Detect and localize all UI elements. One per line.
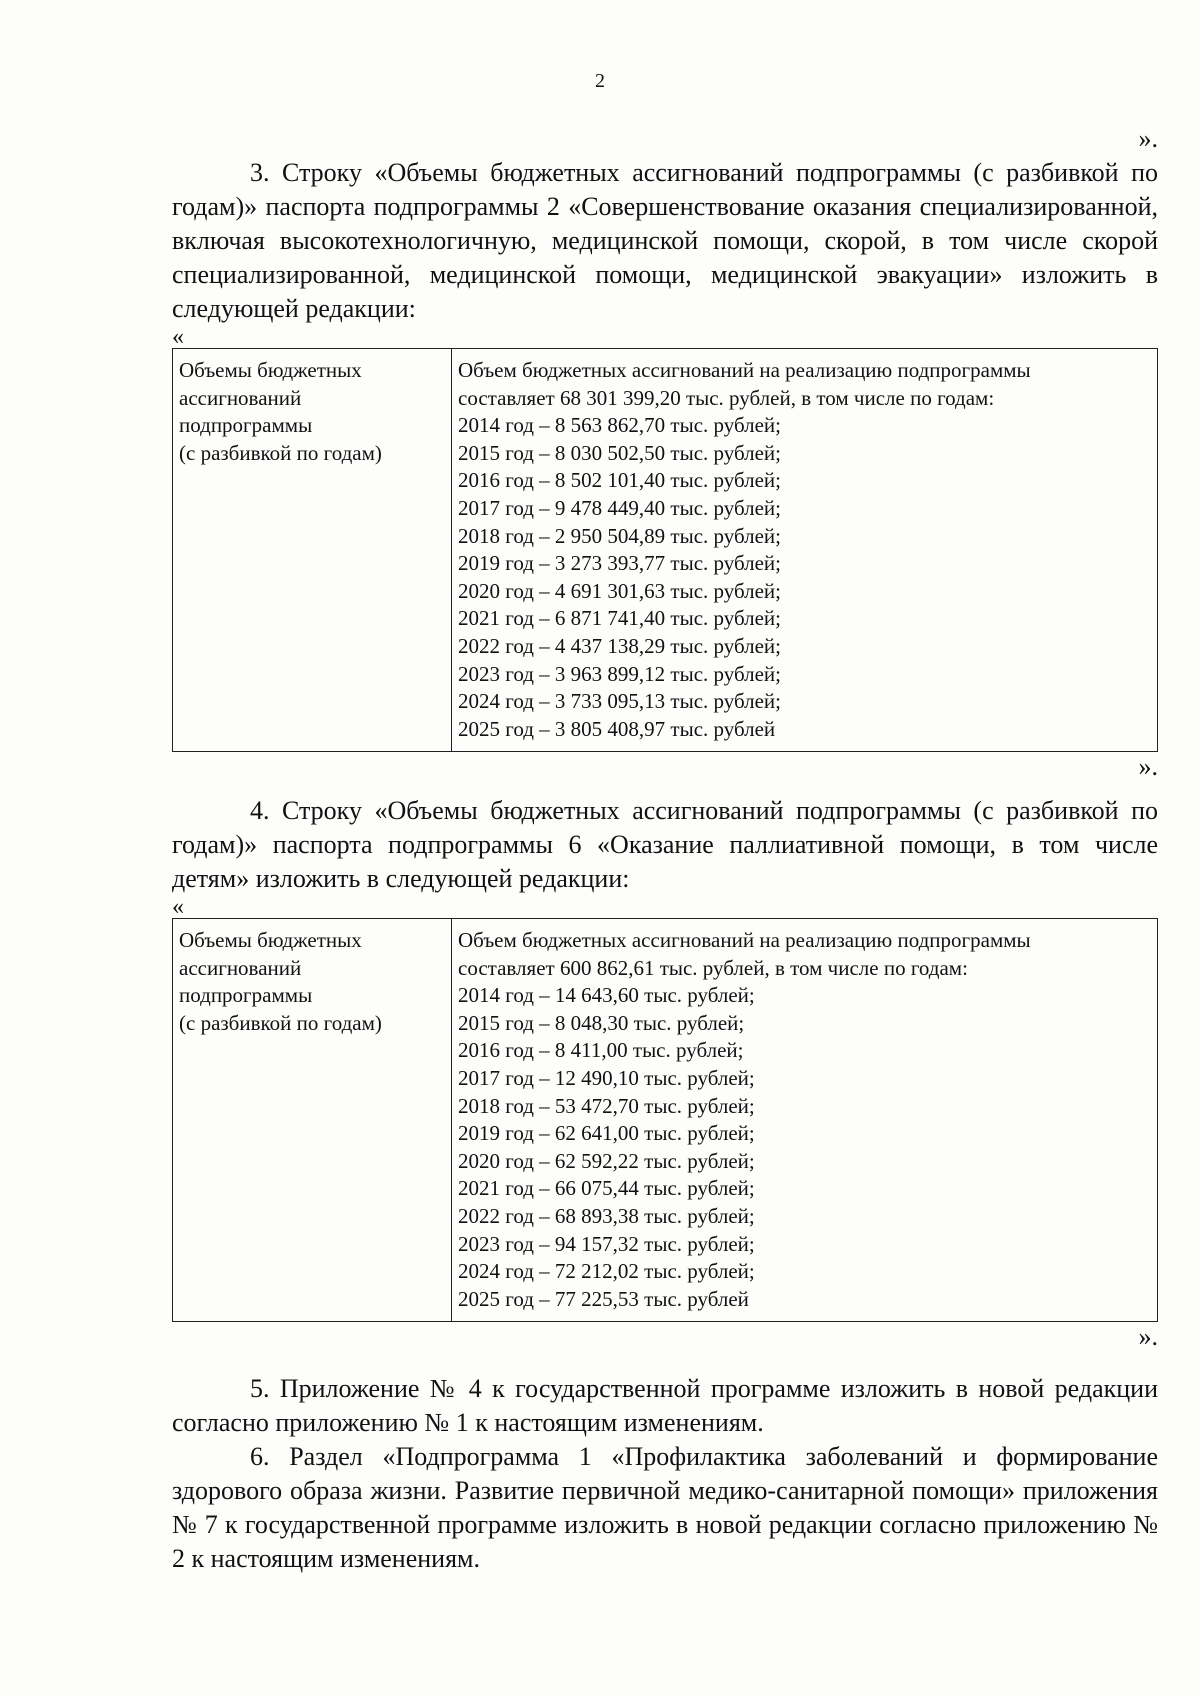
item-3-text: 3. Строку «Объемы бюджетных ассигнований подпрограммы (с разбивкой по годам)» паспорта подпрограммы 2 «Совершенствование оказания специализированной, включая высокотехнологичную, медицинской помощи, скорой, в том числе скорой специализированной, медицинской помощи, медицинской эвакуации» изложить в следующей редакции: <box>172 158 1158 323</box>
value-line: 2019 год – 62 641,00 тыс. рублей; <box>458 1121 755 1146</box>
label-line: ассигнований <box>179 955 302 980</box>
value-line: 2021 год – 66 075,44 тыс. рублей; <box>458 1176 755 1201</box>
value-line: 2014 год – 8 563 862,70 тыс. рублей; <box>458 413 782 438</box>
table-value-cell <box>452 349 1158 752</box>
value-line: 2023 год – 3 963 899,12 тыс. рублей; <box>458 661 782 686</box>
budget-table-subprogram-2 <box>172 348 1158 752</box>
closing-quote: ». <box>1138 752 1158 782</box>
item-5-text: 5. Приложение № 4 к государственной программе изложить в новой редакции согласно приложению № 1 к настоящим изменениям. <box>172 1374 1158 1437</box>
value-line: 2020 год – 62 592,22 тыс. рублей; <box>458 1148 755 1173</box>
table-label-cell <box>173 919 452 1322</box>
value-line: 2016 год – 8 502 101,40 тыс. рублей; <box>458 468 782 493</box>
value-line: 2017 год – 12 490,10 тыс. рублей; <box>458 1065 755 1090</box>
table-value-cell <box>452 919 1158 1322</box>
closing-quote: ». <box>1138 1322 1158 1352</box>
label-line: Объемы бюджетных <box>179 928 362 952</box>
prev-section-closing <box>172 124 1158 154</box>
page-number: 2 <box>595 70 605 92</box>
value-line: составляет 600 862,61 тыс. рублей, в том числе по годам: <box>458 955 968 980</box>
label-line: ассигнований <box>179 385 302 410</box>
label-line: Объемы бюджетных <box>179 358 362 382</box>
items-5-6 <box>172 1372 1158 1576</box>
table-label-cell <box>173 349 452 752</box>
value-line: составляет 68 301 399,20 тыс. рублей, в том числе по годам: <box>458 385 995 410</box>
value-line: 2022 год – 4 437 138,29 тыс. рублей; <box>458 633 782 658</box>
value-line: 2017 год – 9 478 449,40 тыс. рублей; <box>458 495 782 520</box>
value-line: 2024 год – 72 212,02 тыс. рублей; <box>458 1259 755 1284</box>
value-line: 2014 год – 14 643,60 тыс. рублей; <box>458 983 755 1008</box>
value-line: 2024 год – 3 733 095,13 тыс. рублей; <box>458 689 782 714</box>
budget-table-subprogram-6 <box>172 918 1158 1322</box>
value-line: 2016 год – 8 411,00 тыс. рублей; <box>458 1038 744 1063</box>
value-line: 2025 год – 3 805 408,97 тыс. рублей <box>458 716 776 741</box>
value-line: 2015 год – 8 048,30 тыс. рублей; <box>458 1010 745 1035</box>
label-line: подпрограммы <box>179 413 313 438</box>
value-line: 2023 год – 94 157,32 тыс. рублей; <box>458 1231 755 1256</box>
closing-quote: ». <box>1138 124 1158 153</box>
value-line: 2022 год – 68 893,38 тыс. рублей; <box>458 1203 755 1228</box>
value-line: 2021 год – 6 871 741,40 тыс. рублей; <box>458 606 782 631</box>
value-line: 2018 год – 2 950 504,89 тыс. рублей; <box>458 523 782 548</box>
open-quote: « <box>172 894 184 920</box>
value-line: 2020 год – 4 691 301,63 тыс. рублей; <box>458 578 782 603</box>
value-line: 2015 год – 8 030 502,50 тыс. рублей; <box>458 440 782 465</box>
label-line: (с разбивкой по годам) <box>179 440 382 465</box>
item-6-text: 6. Раздел «Подпрограмма 1 «Профилактика заболеваний и формирование здорового образа жизни. Развитие первичной медико-санитарной помощи» приложения № 7 к государственной программе изложить в новой редакции согласно приложению № 2 к настоящим изменениям. <box>172 1442 1158 1573</box>
value-line: Объем бюджетных ассигнований на реализацию подпрограммы <box>458 928 1031 952</box>
label-line: (с разбивкой по годам) <box>179 1010 382 1035</box>
item-3 <box>172 156 1158 782</box>
value-line: Объем бюджетных ассигнований на реализацию подпрограммы <box>458 358 1031 382</box>
item-4-text: 4. Строку «Объемы бюджетных ассигнований подпрограммы (с разбивкой по годам)» паспорта подпрограммы 6 «Оказание паллиативной помощи, в том числе детям» изложить в следующей редакции: <box>172 796 1158 893</box>
item-4 <box>172 794 1158 1352</box>
value-line: 2025 год – 77 225,53 тыс. рублей <box>458 1286 749 1311</box>
value-line: 2019 год – 3 273 393,77 тыс. рублей; <box>458 551 782 576</box>
value-line: 2018 год – 53 472,70 тыс. рублей; <box>458 1093 755 1118</box>
open-quote: « <box>172 324 184 350</box>
label-line: подпрограммы <box>179 983 313 1008</box>
